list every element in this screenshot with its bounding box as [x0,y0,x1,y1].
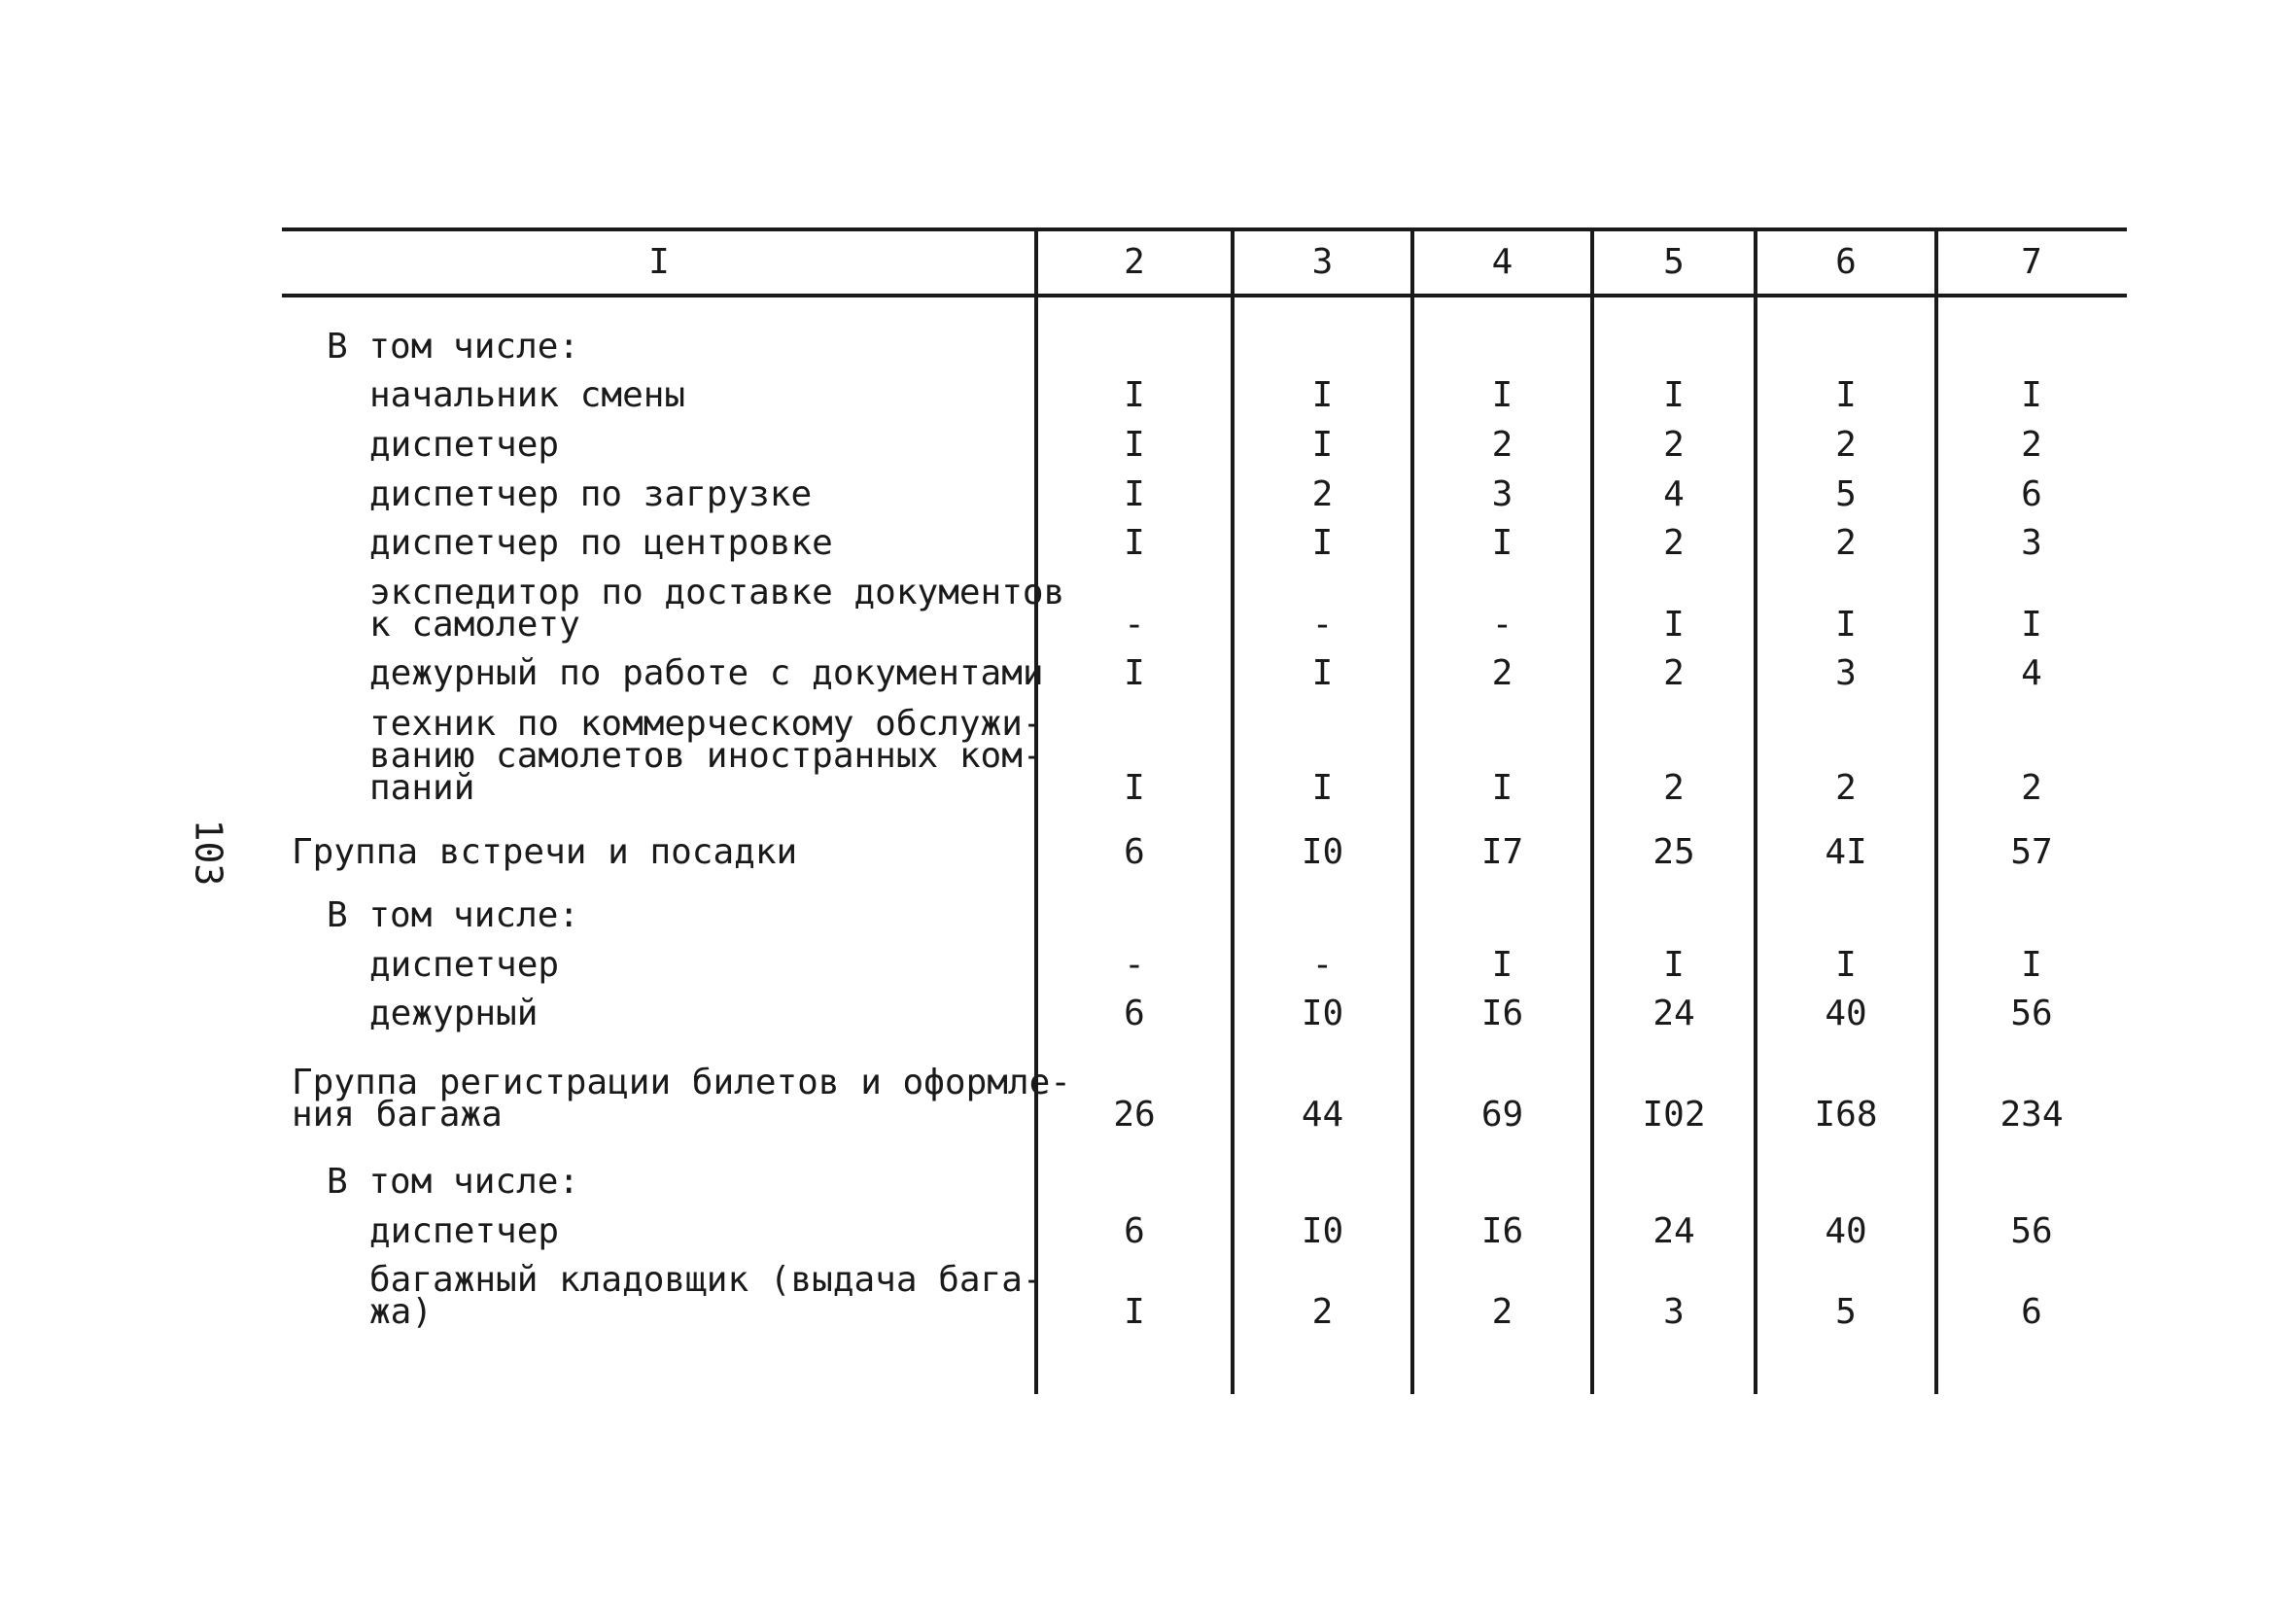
table-cell: I0 [1301,1211,1344,1251]
row-label: диспетчер по загрузке [369,474,813,514]
table-cell: 2 [1311,474,1334,514]
table-cell: 2 [1663,653,1685,693]
table-cell: I [1311,768,1334,808]
table-cell: - [1491,605,1513,645]
table-cell: - [1124,605,1145,645]
table-cell: 2 [1311,1292,1334,1332]
row-label: начальник смены [369,375,686,415]
row-label: Группа встречи и посадки [292,832,798,872]
table-cell: 24 [1652,1211,1695,1251]
table-cell: I6 [1480,994,1524,1033]
table-cell: 234 [2000,1095,2064,1135]
row-label: В том числе: [327,1162,580,1202]
table-cell: 6 [1124,994,1145,1033]
table-cell: I [1491,768,1513,808]
table-cell: I [1663,375,1685,415]
table-cell: 2 [1491,425,1513,465]
row-label: В том числе: [327,895,580,935]
column-header-5: 5 [1663,242,1685,282]
table-cell: I68 [1814,1095,1878,1135]
table-cell: I [1311,425,1334,465]
table-cell: I6 [1480,1211,1524,1251]
table-cell: 25 [1652,832,1695,872]
table-cell: 2 [1491,1292,1513,1332]
table-cell: I [1311,653,1334,693]
table-cell: I [1124,653,1145,693]
column-header-1: I [648,242,670,282]
table-cell: I [1124,375,1145,415]
row-label: В том числе: [327,327,580,367]
table-cell: I [1124,425,1145,465]
table-cell: I [1491,523,1513,563]
table-cell: I02 [1642,1095,1706,1135]
table-cell: 5 [1835,1292,1857,1332]
table-cell: I [1311,523,1334,563]
table-cell: 6 [2021,1292,2042,1332]
table-cell: 40 [1825,994,1867,1033]
table-cell: I0 [1301,832,1344,872]
table-cell: I [1663,945,1685,985]
table-cell: - [1124,945,1145,985]
table-cell: I0 [1301,994,1344,1033]
table-cell: 4 [1663,474,1685,514]
row-label: техник по коммерческому обслужи- ванию самолетов иностранных ком- паний [369,704,1044,808]
table-cell: I [1124,768,1145,808]
table-cell: 3 [1835,653,1857,693]
table-cell: 2 [1663,425,1685,465]
table-cell: 26 [1113,1095,1156,1135]
row-label: дежурный [369,994,539,1033]
row-label: экспедитор по доставке документов к самолету [369,573,1065,645]
table-top-rule [282,227,2127,231]
table-cell: 44 [1301,1095,1344,1135]
table-cell: I [1835,605,1857,645]
table-cell: I [2021,605,2042,645]
row-label: диспетчер [369,945,560,985]
table-cell: 2 [1835,523,1857,563]
table-cell: 2 [2021,425,2042,465]
row-label: Группа регистрации билетов и оформле- ния багажа [292,1063,1071,1135]
table-cell: 40 [1825,1211,1867,1251]
table-cell: 2 [1491,653,1513,693]
table-cell: 6 [1124,1211,1145,1251]
table-cell: 69 [1480,1095,1524,1135]
table-cell: 56 [2010,994,2053,1033]
table-cell: I [1835,945,1857,985]
table-cell: - [1311,945,1334,985]
table-cell: I [1663,605,1685,645]
table-cell: 5 [1835,474,1857,514]
table-cell: I [2021,375,2042,415]
table-cell: 2 [1835,425,1857,465]
table-cell: 3 [1491,474,1513,514]
table-cell: 56 [2010,1211,2053,1251]
table-cell: 2 [1835,768,1857,808]
column-header-3: 3 [1311,242,1334,282]
page-number: 103 [187,819,230,887]
column-header-4: 4 [1491,242,1513,282]
table-header-rule [282,294,2127,297]
column-header-2: 2 [1124,242,1145,282]
row-label: дежурный по работе с документами [369,653,1044,693]
table-cell: 4I [1825,832,1867,872]
table-cell: I [1124,1292,1145,1332]
row-label: багажный кладовщик (выдача бага- жа) [369,1260,1044,1332]
table-cell: 2 [1663,768,1685,808]
table-cell: I7 [1480,832,1524,872]
table-cell: 3 [2021,523,2042,563]
table-cell: I [1835,375,1857,415]
row-label: диспетчер [369,1211,560,1251]
table-cell: - [1311,605,1334,645]
table-cell: I [1491,945,1513,985]
table-cell: 24 [1652,994,1695,1033]
table-cell: I [1124,523,1145,563]
table-cell: 6 [1124,832,1145,872]
table-cell: 2 [2021,768,2042,808]
table-cell: 3 [1663,1292,1685,1332]
column-header-7: 7 [2021,242,2042,282]
table-cell: I [1311,375,1334,415]
table-cell: 2 [1663,523,1685,563]
table-cell: 57 [2010,832,2053,872]
table-cell: I [1491,375,1513,415]
table-cell: I [1124,474,1145,514]
row-label: диспетчер по центровке [369,523,833,563]
table-cell: 4 [2021,653,2042,693]
table-cell: 6 [2021,474,2042,514]
column-header-6: 6 [1835,242,1857,282]
table-cell: I [2021,945,2042,985]
row-label: диспетчер [369,425,560,465]
